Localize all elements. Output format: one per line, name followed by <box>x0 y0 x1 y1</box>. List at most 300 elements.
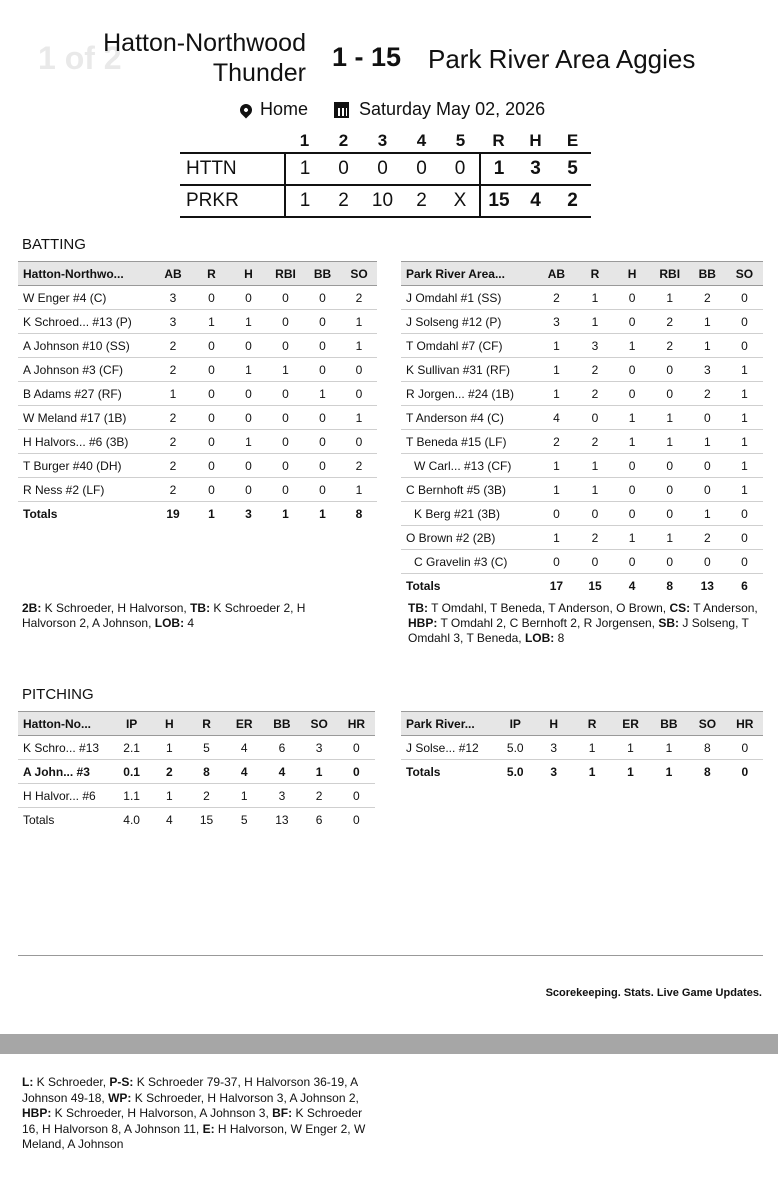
away-batting-player-name: R Jorgen... #24 (1B) <box>401 382 536 406</box>
home-pitching-totals-value: 4.0 <box>123 812 140 827</box>
away-pitching-column-header: BB <box>650 712 688 736</box>
home-batting-note-label: LOB: <box>154 616 185 630</box>
home-batting-stat-value: 1 <box>341 334 377 358</box>
away-batting-totals-value: 4 <box>628 578 636 593</box>
linescore-hits: 3 <box>517 153 554 185</box>
away-pitching-player-row <box>401 736 763 760</box>
home-pitching-column-header: HR <box>338 712 375 736</box>
away-batting-stat-value: 4 <box>536 406 576 430</box>
home-batting-stat-value: 1 <box>341 310 377 334</box>
away-batting-stat-value: 0 <box>576 550 613 574</box>
game-date: Saturday May 02, 2026 <box>359 99 546 119</box>
home-batting-notes <box>22 601 360 631</box>
home-batting-stat-value: 0 <box>267 382 304 406</box>
home-batting-stat-value: 0 <box>267 478 304 502</box>
home-batting-stat-value: 0 <box>304 406 341 430</box>
pitching-note-label: E: <box>202 1121 215 1136</box>
home-pitching-stat-value: 1 <box>225 784 263 808</box>
home-batting-stat-value: 2 <box>153 430 193 454</box>
away-batting-stat-value: 2 <box>689 286 726 310</box>
away-pitching-stat-value: 1 <box>573 736 611 760</box>
final-score: 1 - 15 <box>332 42 402 72</box>
away-batting-stat-value: 0 <box>726 526 763 550</box>
away-batting-stat-value: 1 <box>726 382 763 406</box>
away-batting-player-name: T Beneda #15 (LF) <box>401 430 536 454</box>
away-batting-stat-value: 0 <box>726 286 763 310</box>
away-pitching-column-header: R <box>573 712 611 736</box>
pitching-note-text: K Schroeder, <box>33 1075 110 1089</box>
away-batting-note-text: J Solseng, T Omdahl 3, T Beneda, <box>408 616 749 645</box>
away-batting-stat-value: 2 <box>651 310 689 334</box>
away-batting-stat-value: 0 <box>651 550 689 574</box>
away-batting-stat-value: 1 <box>651 430 689 454</box>
away-batting-stat-value: 1 <box>576 286 613 310</box>
home-batting-column-header: H <box>230 262 267 286</box>
home-batting-stat-value: 2 <box>341 286 377 310</box>
home-batting-player-name: A Johnson #10 (SS) <box>18 334 153 358</box>
home-team-name-line2: Thunder <box>212 59 306 87</box>
home-pitching-totals-value: 0 <box>353 812 360 827</box>
pitching-note-label: HBP: <box>22 1106 52 1120</box>
home-batting-stat-value: 0 <box>304 334 341 358</box>
away-batting-column-header: H <box>614 262 651 286</box>
home-batting-note-text: K Schroeder, H Halvorson, <box>41 601 191 615</box>
away-batting-stat-value: 0 <box>614 286 651 310</box>
linescore-inning-score: 1 <box>285 153 324 185</box>
home-batting-note-text: K Schroeder 2, H Halvorson 2, A Johnson, <box>22 601 306 630</box>
away-batting-stat-value: 2 <box>689 526 726 550</box>
linescore-column-header: 4 <box>416 131 427 150</box>
home-batting-stat-value: 1 <box>230 310 267 334</box>
away-batting-stat-value: 0 <box>614 358 651 382</box>
away-batting-stat-value: 1 <box>536 358 576 382</box>
away-pitching-stat-value: 5.0 <box>496 736 534 760</box>
home-batting-stat-value: 1 <box>230 430 267 454</box>
away-batting-note-label: CS: <box>669 601 691 615</box>
away-pitching-totals-row <box>401 760 763 784</box>
home-batting-stat-value: 0 <box>193 382 230 406</box>
away-batting-stat-value: 0 <box>651 454 689 478</box>
linescore-errors: 5 <box>554 153 591 185</box>
home-batting-stat-value: 2 <box>153 358 193 382</box>
home-batting-stat-value: 0 <box>304 454 341 478</box>
home-batting-player-row <box>18 382 377 406</box>
home-batting-stat-value: 0 <box>267 310 304 334</box>
away-pitching-stat-value: 8 <box>688 736 726 760</box>
away-batting-player-name: J Solseng #12 (P) <box>401 310 536 334</box>
away-pitching-column-header: ER <box>611 712 649 736</box>
away-batting-totals-value: 6 <box>741 578 748 593</box>
linescore-hits: 4 <box>517 185 554 217</box>
location-pin-icon <box>238 101 255 118</box>
home-pitching-stat-value: 1 <box>151 784 188 808</box>
home-pitching-totals-value: 5 <box>240 812 248 827</box>
away-batting-player-row <box>401 286 763 310</box>
away-batting-stat-value: 1 <box>614 406 651 430</box>
home-batting-stat-value: 0 <box>267 334 304 358</box>
home-pitching-stat-value: 1 <box>301 760 338 784</box>
away-batting-player-row <box>401 502 763 526</box>
home-pitching-stat-value: 2 <box>188 784 225 808</box>
home-batting-player-row <box>18 406 377 430</box>
away-batting-stat-value: 1 <box>651 406 689 430</box>
home-batting-totals-value: 3 <box>245 506 252 521</box>
away-pitching-totals-value: 5.0 <box>506 764 524 779</box>
away-batting-totals-row <box>401 574 763 598</box>
away-pitching-player-name: J Solse... #12 <box>401 736 496 760</box>
home-batting-stat-value: 0 <box>193 454 230 478</box>
linescore-column-header: 1 <box>299 131 310 150</box>
home-batting-totals-label: Totals <box>23 506 58 521</box>
away-batting-note-label: LOB: <box>524 631 555 645</box>
away-batting-stat-value: 1 <box>614 334 651 358</box>
away-batting-column-header: AB <box>536 262 576 286</box>
home-batting-totals-value: 1 <box>319 506 326 521</box>
away-batting-stat-value: 1 <box>614 526 651 550</box>
away-batting-stat-value: 0 <box>726 334 763 358</box>
home-pitching-stat-value: 1.1 <box>113 784 151 808</box>
away-batting-player-row <box>401 550 763 574</box>
away-batting-player-row <box>401 310 763 334</box>
home-batting-player-row <box>18 310 377 334</box>
home-pitching-totals-row <box>18 808 375 832</box>
away-batting-player-row <box>401 358 763 382</box>
home-batting-stat-value: 0 <box>230 286 267 310</box>
page-indicator-watermark: 1 of 2 <box>38 40 122 76</box>
home-pitching-team-header: Hatton-No... <box>18 712 113 736</box>
linescore-row <box>180 185 591 217</box>
home-pitching-stat-value: 4 <box>225 760 263 784</box>
home-batting-stat-value: 0 <box>230 334 267 358</box>
away-batting-stat-value: 1 <box>536 526 576 550</box>
away-batting-stat-value: 1 <box>536 334 576 358</box>
away-batting-stat-value: 2 <box>576 358 613 382</box>
away-batting-player-name: K Sullivan #31 (RF) <box>401 358 536 382</box>
away-batting-player-row <box>401 478 763 502</box>
away-batting-totals-label: Totals <box>406 578 441 593</box>
home-pitching-stat-value: 6 <box>263 736 300 760</box>
home-batting-column-header: AB <box>153 262 193 286</box>
linescore-team-header <box>180 130 285 153</box>
home-batting-stat-value: 0 <box>230 406 267 430</box>
home-batting-stat-value: 0 <box>304 430 341 454</box>
away-batting-stat-value: 2 <box>576 382 613 406</box>
home-pitching-column-header: BB <box>263 712 300 736</box>
pitching-note-text: H Halvorson, W Enger 2, W Meland, A Johnson <box>22 1121 366 1151</box>
home-batting-stat-value: 0 <box>304 358 341 382</box>
away-batting-stat-value: 1 <box>726 478 763 502</box>
home-batting-stat-value: 1 <box>193 310 230 334</box>
home-batting-player-row <box>18 478 377 502</box>
away-batting-stat-value: 0 <box>614 310 651 334</box>
away-pitching-totals-value: 8 <box>704 764 711 779</box>
home-batting-column-header: SO <box>341 262 377 286</box>
home-pitching-stat-value: 5 <box>188 736 225 760</box>
away-pitching-totals-value: 1 <box>627 764 634 779</box>
away-batting-stat-value: 2 <box>536 286 576 310</box>
home-batting-stat-value: 0 <box>341 358 377 382</box>
home-batting-column-header: BB <box>304 262 341 286</box>
home-batting-stat-value: 0 <box>267 430 304 454</box>
calendar-icon <box>334 102 349 118</box>
linescore-inning-score: 0 <box>363 153 402 185</box>
home-pitching-player-row <box>18 784 375 808</box>
linescore-column-header: 5 <box>455 131 466 150</box>
away-batting-stat-value: 0 <box>651 358 689 382</box>
pitching-note-label: BF: <box>272 1106 293 1120</box>
home-batting-team-header: Hatton-Northwo... <box>18 262 153 286</box>
home-batting-stat-value: 0 <box>193 358 230 382</box>
home-batting-player-row <box>18 430 377 454</box>
linescore-inning-score: 0 <box>441 153 480 185</box>
linescore-row <box>180 153 591 185</box>
home-batting-stat-value: 0 <box>193 334 230 358</box>
home-pitching-stat-value: 2 <box>301 784 338 808</box>
home-pitching-header-row <box>18 712 375 736</box>
away-team-name: Park River Area Aggies <box>428 44 696 74</box>
home-pitching-column-header: SO <box>301 712 338 736</box>
home-pitching-player-name: H Halvor... #6 <box>18 784 113 808</box>
away-batting-totals-value: 8 <box>666 578 674 593</box>
away-batting-player-name: C Bernhoft #5 (3B) <box>401 478 536 502</box>
away-batting-note-text: T Omdahl, T Beneda, T Anderson, O Brown, <box>428 601 670 615</box>
home-batting-table <box>18 261 377 525</box>
linescore-column-header: E <box>566 131 579 150</box>
away-batting-stat-value: 0 <box>614 382 651 406</box>
home-batting-stat-value: 0 <box>267 286 304 310</box>
linescore-inning-score: 0 <box>402 153 441 185</box>
home-pitching-column-header: ER <box>225 712 263 736</box>
away-batting-team-header: Park River Area... <box>401 262 536 286</box>
away-batting-player-name: T Omdahl #7 (CF) <box>401 334 536 358</box>
batting-section-title: BATTING <box>22 236 86 253</box>
away-batting-stat-value: 0 <box>576 502 613 526</box>
game-location: Home <box>260 99 309 119</box>
linescore-team: PRKR <box>180 185 285 217</box>
away-batting-notes <box>408 601 760 646</box>
pitching-note-label: P-S: <box>109 1075 134 1089</box>
pitching-note-text: K Schroeder, H Halvorson, A Johnson 3, <box>51 1106 273 1120</box>
home-batting-stat-value: 0 <box>230 454 267 478</box>
home-team-name <box>103 28 306 88</box>
home-batting-player-row <box>18 454 377 478</box>
home-batting-totals-value: 1 <box>282 506 289 521</box>
away-batting-stat-value: 1 <box>689 310 726 334</box>
away-batting-stat-value: 0 <box>726 310 763 334</box>
home-batting-player-name: T Burger #40 (DH) <box>18 454 153 478</box>
home-batting-stat-value: 1 <box>230 358 267 382</box>
away-batting-stat-value: 0 <box>614 454 651 478</box>
away-batting-stat-value: 3 <box>536 310 576 334</box>
home-batting-stat-value: 0 <box>193 286 230 310</box>
home-batting-stat-value: 2 <box>341 454 377 478</box>
home-pitching-stat-value: 0 <box>338 736 375 760</box>
away-batting-stat-value: 3 <box>576 334 613 358</box>
home-pitching-stat-value: 0 <box>338 760 375 784</box>
linescore-runs: 15 <box>480 185 517 217</box>
home-team-name-line1: Hatton-Northwood <box>103 29 306 57</box>
away-pitching-totals-label: Totals <box>406 764 441 779</box>
away-batting-note-text: 8 <box>554 631 565 645</box>
away-pitching-column-header: SO <box>688 712 726 736</box>
home-pitching-totals-value: 15 <box>199 812 214 827</box>
home-batting-stat-value: 0 <box>267 406 304 430</box>
home-batting-stat-value: 2 <box>153 406 193 430</box>
home-batting-header-row <box>18 262 377 286</box>
away-batting-note-text: T Omdahl 2, C Bernhoft 2, R Jorgensen, <box>437 616 659 630</box>
home-pitching-stat-value: 0 <box>338 784 375 808</box>
home-pitching-totals-label: Totals <box>23 812 55 827</box>
away-pitching-totals-value: 1 <box>588 764 596 779</box>
away-batting-stat-value: 0 <box>689 550 726 574</box>
home-batting-stat-value: 2 <box>153 334 193 358</box>
away-batting-player-name: W Carl... #13 (CF) <box>401 454 536 478</box>
home-batting-player-name: A Johnson #3 (CF) <box>18 358 153 382</box>
home-pitching-stat-value: 8 <box>188 760 225 784</box>
home-batting-stat-value: 0 <box>341 430 377 454</box>
away-batting-column-header: RBI <box>651 262 689 286</box>
away-batting-player-row <box>401 526 763 550</box>
home-batting-stat-value: 1 <box>267 358 304 382</box>
linescore-table <box>180 130 591 218</box>
linescore-runs: 1 <box>480 153 517 185</box>
away-pitching-stat-value: 3 <box>534 736 572 760</box>
home-batting-stat-value: 0 <box>193 430 230 454</box>
home-batting-column-header: R <box>193 262 230 286</box>
home-batting-stat-value: 2 <box>153 454 193 478</box>
linescore-column-header: H <box>529 131 542 150</box>
home-batting-totals-value: 1 <box>208 506 215 521</box>
away-batting-note-text: T Anderson, <box>690 601 758 615</box>
home-batting-player-row <box>18 286 377 310</box>
away-batting-stat-value: 1 <box>726 358 763 382</box>
pitching-footer-notes <box>22 1075 382 1153</box>
away-batting-stat-value: 1 <box>536 454 576 478</box>
away-batting-stat-value: 0 <box>651 382 689 406</box>
home-pitching-table <box>18 711 375 831</box>
away-batting-note-label: SB: <box>658 616 680 630</box>
away-batting-stat-value: 1 <box>576 454 613 478</box>
home-batting-totals-value: 8 <box>355 506 363 521</box>
pitching-note-text: K Schroeder 79-37, H Halvorson 36-19, A Johnson 49-18, <box>22 1075 358 1105</box>
away-batting-stat-value: 1 <box>651 286 689 310</box>
home-batting-player-row <box>18 358 377 382</box>
away-pitching-table <box>401 711 763 783</box>
away-batting-stat-value: 0 <box>614 550 651 574</box>
home-batting-player-name: K Schroed... #13 (P) <box>18 310 153 334</box>
away-batting-header-row <box>401 262 763 286</box>
pitching-section-title: PITCHING <box>22 686 94 703</box>
home-batting-stat-value: 1 <box>341 406 377 430</box>
home-batting-stat-value: 1 <box>341 478 377 502</box>
linescore-team: HTTN <box>180 153 285 185</box>
away-batting-stat-value: 0 <box>726 502 763 526</box>
home-batting-player-name: W Meland #17 (1B) <box>18 406 153 430</box>
home-pitching-stat-value: 4 <box>225 736 263 760</box>
away-batting-stat-value: 0 <box>689 454 726 478</box>
home-pitching-stat-value: 3 <box>263 784 300 808</box>
away-batting-player-row <box>401 382 763 406</box>
home-pitching-totals-value: 13 <box>275 812 289 827</box>
home-pitching-totals-value: 4 <box>165 812 173 827</box>
away-pitching-column-header: IP <box>496 712 534 736</box>
linescore-inning-score: 2 <box>324 185 363 217</box>
home-batting-note-text: 4 <box>184 616 195 630</box>
home-pitching-column-header: IP <box>113 712 151 736</box>
linescore-column-header: 2 <box>338 131 349 150</box>
home-batting-note-label: TB: <box>190 601 211 615</box>
home-batting-player-name: R Ness #2 (LF) <box>18 478 153 502</box>
home-pitching-stat-value: 2.1 <box>113 736 151 760</box>
away-batting-player-row <box>401 430 763 454</box>
footer-band <box>0 1034 778 1054</box>
away-batting-stat-value: 1 <box>689 502 726 526</box>
away-batting-player-name: K Berg #21 (3B) <box>401 502 536 526</box>
game-meta <box>240 99 545 120</box>
home-batting-totals-row <box>18 502 377 526</box>
away-batting-column-header: R <box>576 262 613 286</box>
away-pitching-stat-value: 1 <box>611 736 649 760</box>
home-batting-totals-value: 19 <box>166 506 180 521</box>
away-batting-player-name: J Omdahl #1 (SS) <box>401 286 536 310</box>
away-batting-player-row <box>401 406 763 430</box>
home-pitching-column-header: H <box>151 712 188 736</box>
away-batting-stat-value: 1 <box>536 382 576 406</box>
home-batting-stat-value: 0 <box>304 310 341 334</box>
away-batting-totals-value: 17 <box>549 578 564 593</box>
section-divider <box>18 955 763 956</box>
away-pitching-stat-value: 1 <box>650 736 688 760</box>
home-pitching-stat-value: 3 <box>301 736 338 760</box>
home-pitching-stat-value: 1 <box>151 736 188 760</box>
home-batting-stat-value: 0 <box>193 478 230 502</box>
away-batting-stat-value: 1 <box>651 526 689 550</box>
away-batting-player-row <box>401 334 763 358</box>
tagline: Scorekeeping. Stats. Live Game Updates. <box>545 987 762 999</box>
home-batting-stat-value: 0 <box>341 382 377 406</box>
away-batting-totals-value: 13 <box>700 578 714 593</box>
linescore-header-row <box>180 130 591 153</box>
away-batting-stat-value: 1 <box>689 334 726 358</box>
away-batting-stat-value: 0 <box>651 478 689 502</box>
pitching-note-text: K Schroeder 16, H Halvorson 8, A Johnson 11, <box>22 1106 363 1136</box>
away-batting-stat-value: 0 <box>614 502 651 526</box>
home-batting-column-header: RBI <box>267 262 304 286</box>
home-batting-note-label: 2B: <box>22 601 42 615</box>
away-batting-stat-value: 2 <box>576 430 613 454</box>
away-batting-totals-value: 15 <box>588 578 602 593</box>
away-batting-stat-value: 1 <box>689 430 726 454</box>
home-pitching-player-name: K Schro... #13 <box>18 736 113 760</box>
linescore-errors: 2 <box>554 185 591 217</box>
away-batting-player-name: O Brown #2 (2B) <box>401 526 536 550</box>
home-batting-stat-value: 0 <box>267 454 304 478</box>
linescore-column-header: 3 <box>377 131 388 150</box>
home-batting-player-name: H Halvors... #6 (3B) <box>18 430 153 454</box>
away-batting-stat-value: 1 <box>614 430 651 454</box>
pitching-note-label: WP: <box>108 1090 132 1105</box>
away-batting-stat-value: 1 <box>726 454 763 478</box>
away-pitching-totals-value: 0 <box>741 764 749 779</box>
home-pitching-stat-value: 4 <box>263 760 300 784</box>
away-batting-column-header: BB <box>689 262 726 286</box>
linescore-column-header: R <box>492 131 505 150</box>
home-pitching-totals-value: 6 <box>315 812 323 827</box>
home-pitching-player-name: A John... #3 <box>18 760 113 784</box>
linescore-inning-score: 0 <box>324 153 363 185</box>
away-batting-stat-value: 3 <box>689 358 726 382</box>
away-batting-stat-value: 0 <box>614 478 651 502</box>
